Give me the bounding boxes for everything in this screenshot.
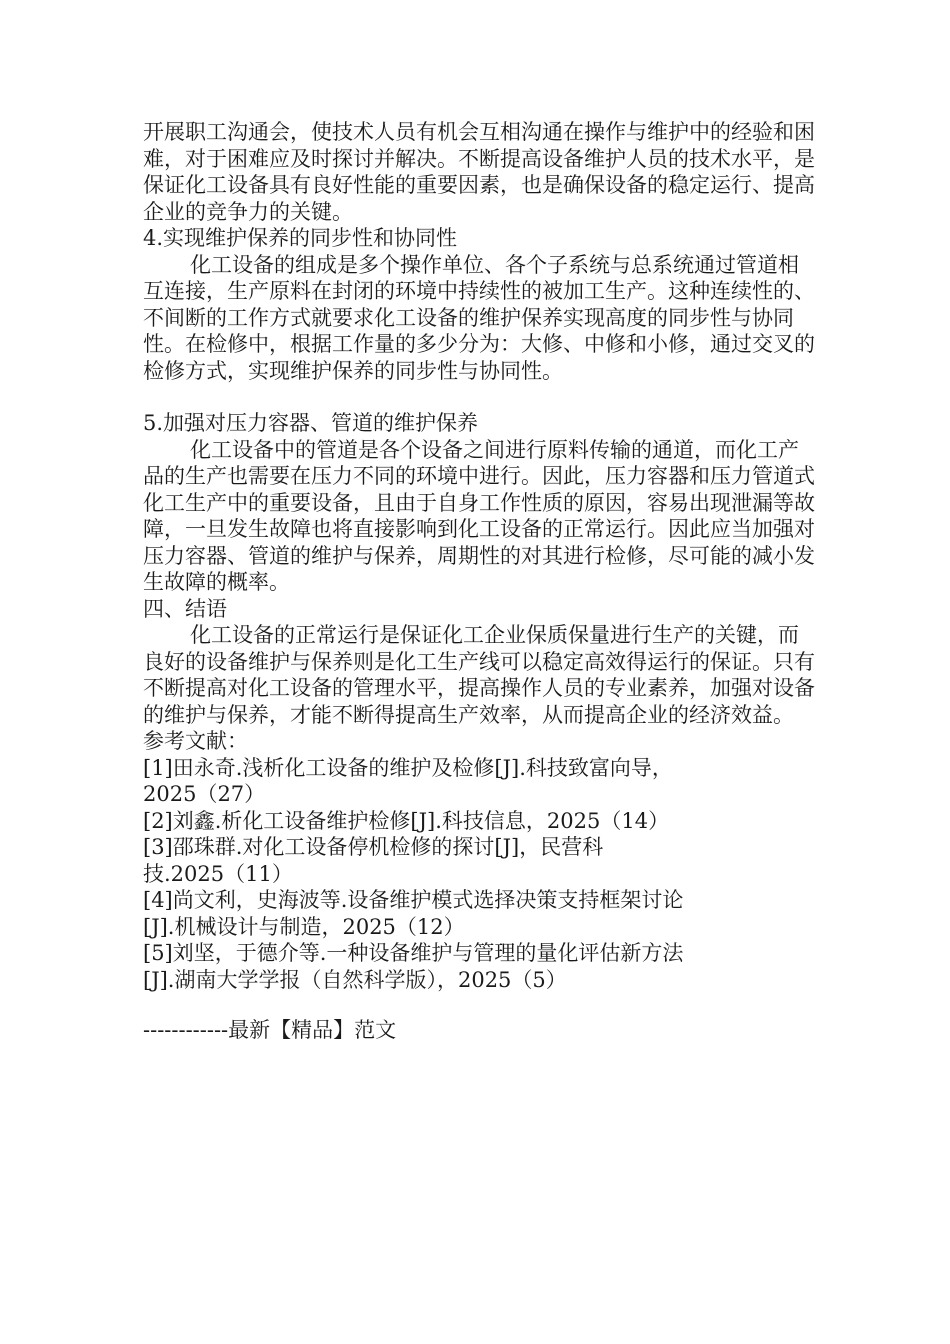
reference-line: [5]刘坚，于德介等.一种设备维护与管理的量化评估新方法 — [143, 941, 684, 965]
section-heading: 4.实现维护保养的同步性和协同性 — [143, 226, 458, 250]
reference-line: [4]尚文利，史海波等.设备维护模式选择决策支持框架讨论 — [143, 888, 684, 912]
document-body — [143, 119, 815, 993]
body-paragraph: 化工设备的正常运行是保证化工企业保质保量进行生产的关键，而良好的设备维护与保养则是化工生产线可以稳定高效得运行的保证。只有不断提高对化工设备的管理水平，提高操作人员的专业素养，加强对设备的维护与保养，才能不断得提高生产效率，从而提高企业的经济效益。 — [143, 623, 815, 727]
blank-line — [143, 384, 815, 410]
reference-line: [J].湖南大学学报（自然科学版），2025（5） — [143, 967, 567, 992]
body-paragraph: 化工设备中的管道是各个设备之间进行原料传输的通道，而化工产品的生产也需要在压力不同的环境中进行。因此，压力容器和压力管道式化工生产中的重要设备，且由于自身工作性质的原因，容易出现泄漏等故障，一旦发生故障也将直接影响到化工设备的正常运行。因此应当加强对压力容器、管道的维护与保养，周期性的对其进行检修，尽可能的减小发生故障的概率。 — [143, 437, 815, 594]
reference-line: 2025（27） — [143, 782, 266, 806]
body-paragraph: 化工设备的组成是多个操作单位、各个子系统与总系统通过管道相互连接，生产原料在封闭的环境中持续性的被加工生产。这种连续性的、不间断的工作方式就要求化工设备的维护保养实现高度的同步性与协同性。在检修中，根据工作量的多少分为：大修、中修和小修，通过交叉的检修方式，实现维护保养的同步性与协同性。 — [143, 252, 815, 383]
reference-line: [3]邵珠群.对化工设备停机检修的探讨[J]，民营科 — [143, 835, 604, 859]
reference-line: [1]田永奇.浅析化工设备的维护及检修[J].科技致富向导， — [143, 755, 673, 780]
section-heading: 5.加强对压力容器、管道的维护保养 — [143, 411, 479, 435]
body-paragraph: 开展职工沟通会，使技术人员有机会互相沟通在操作与维护中的经验和困难，对于困难应及时探讨并解决。不断提高设备维护人员的技术水平，是保证化工设备具有良好性能的重要因素，也是确保设备的稳定运行、提高企业的竞争力的关键。 — [143, 120, 815, 224]
references-heading: 参考文献： — [143, 729, 248, 753]
conclusion-heading: 四、结语 — [143, 596, 227, 621]
footer-text: ------------最新【精品】范文 — [143, 1018, 397, 1042]
reference-line: 技.2025（11） — [143, 861, 293, 886]
reference-list — [143, 755, 815, 994]
reference-line: [J].机械设计与制造，2025（12） — [143, 914, 465, 939]
reference-line: [2]刘鑫.析化工设备维护检修[J].科技信息，2025（14） — [143, 808, 670, 833]
